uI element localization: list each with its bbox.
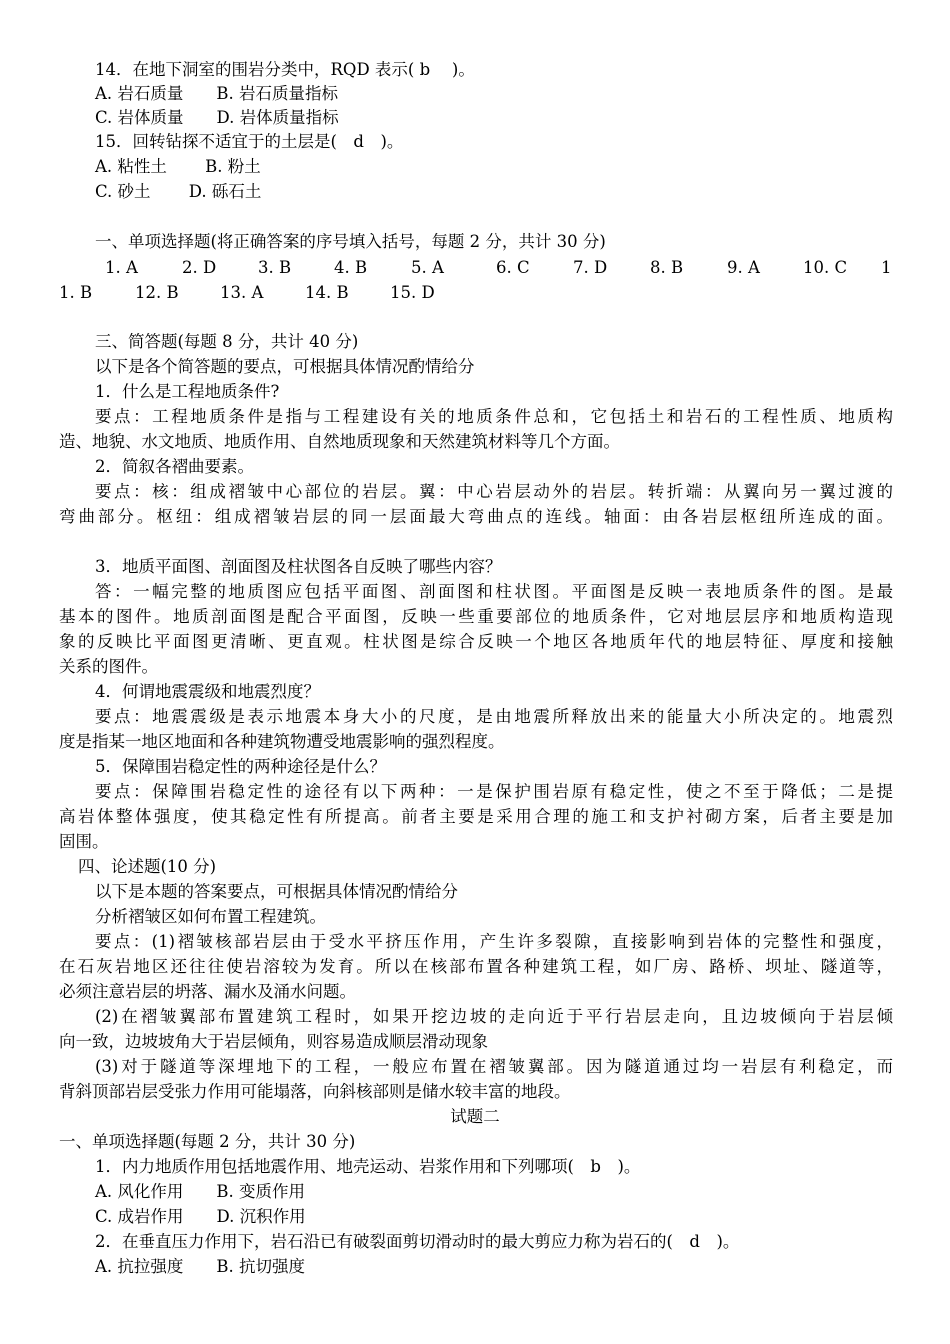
- sa-q3-line: 关系的图件。: [59, 657, 158, 676]
- answer-item: 2. D: [182, 258, 217, 277]
- short-answer-heading: 三、简答题(每题 8 分，共计 40 分): [95, 332, 359, 351]
- exam2-section-heading: 一、单项选择题(每题 2 分，共计 30 分): [59, 1132, 356, 1151]
- essay-line: 背斜顶部岩层受张力作用可能塌落，向斜核部则是储水较丰富的地段。: [59, 1082, 571, 1101]
- exam2-title: 试题二: [450, 1107, 500, 1126]
- answer-item: 15. D: [390, 283, 435, 302]
- answer-item: 14. B: [305, 283, 349, 302]
- answer-item: 13. A: [220, 283, 264, 302]
- answer-item: 1. A: [105, 258, 138, 277]
- essay-line: 向一致，边坡坡角大于岩层倾角，则容易造成顺层滑动现象: [59, 1032, 488, 1051]
- sa-q1-line: 要点：工程地质条件是指与工程建设有关的地质条件总和，它包括土和岩石的工程性质、地质构: [95, 407, 893, 426]
- essay-line: 要点：(1)褶皱核部岩层由于受水平挤压作用，产生许多裂隙，直接影响到岩体的完整性和强度，: [95, 932, 893, 951]
- essay-question: 分析褶皱区如何布置工程建筑。: [95, 907, 326, 926]
- sa-q5-line: 固围。: [59, 832, 109, 851]
- sa-q2-title: 2．简叙各褶曲要素。: [95, 457, 254, 476]
- exam2-q1-options-cd: C. 成岩作用 D. 沉积作用: [95, 1207, 306, 1226]
- sa-q1-line: 造、地貌、水文地质、地质作用、自然地质现象和天然建筑材料等几个方面。: [59, 432, 620, 451]
- q15-options-cd: C. 砂土 D. 砾石土: [95, 182, 262, 201]
- sa-q4-line: 要点：地震震级是表示地震本身大小的尺度，是由地震所释放出来的能量大小所决定的。地震烈: [95, 707, 893, 726]
- answer-item: 4. B: [334, 258, 368, 277]
- answer-item: 9. A: [727, 258, 760, 277]
- essay-line: 必须注意岩层的坍落、漏水及涌水问题。: [59, 982, 356, 1001]
- essay-line: (3)对于隧道等深埋地下的工程，一般应布置在褶皱翼部。因为隧道通过均一岩层有利稳定，而: [95, 1057, 893, 1076]
- q14-stem: 14．在地下洞室的围岩分类中，RQD 表示( b )。: [95, 60, 475, 79]
- essay-line: 在石灰岩地区还往往使岩溶较为发育。所以在核部布置各种建筑工程，如厂房、路桥、坝址、隧道等，: [59, 957, 893, 976]
- sa-q3-title: 3．地质平面图、剖面图及柱状图各自反映了哪些内容？: [95, 557, 502, 576]
- exam2-q2-options-ab: A. 抗拉强度 B. 抗切强度: [95, 1257, 306, 1276]
- answer-item: 6. C: [496, 258, 530, 277]
- answers-heading: 一、单项选择题(将正确答案的序号填入括号，每题 2 分，共计 30 分): [95, 232, 606, 251]
- answer-item: 8. B: [650, 258, 684, 277]
- sa-q4-title: 4．何谓地震震级和地震烈度？: [95, 682, 320, 701]
- essay-line: (2)在褶皱翼部布置建筑工程时，如果开挖边坡的走向近于平行岩层走向，且边坡倾向于岩层倾: [95, 1007, 893, 1026]
- q15-stem: 15．回转钻探不适宜于的土层是( d )。: [95, 132, 404, 151]
- sa-q5-title: 5．保障围岩稳定性的两种途径是什么？: [95, 757, 386, 776]
- answer-item: 1. B: [59, 283, 93, 302]
- exam2-q1-options-ab: A. 风化作用 B. 变质作用: [95, 1182, 306, 1201]
- essay-heading: 四、论述题(10 分): [78, 857, 217, 876]
- sa-q3-line: 基本的图件。地质剖面图是配合平面图，反映一些重要部位的地质条件，它对地层层序和地质构造现: [59, 607, 893, 626]
- sa-q1-title: 1．什么是工程地质条件?: [95, 382, 280, 401]
- sa-q2-line: 弯曲部分。枢纽：组成褶皱岩层的同一层面最大弯曲点的连线。轴面：由各岩层枢纽所连成的面。: [59, 507, 893, 526]
- exam2-q2-stem: 2．在垂直压力作用下，岩石沿已有破裂面剪切滑动时的最大剪应力称为岩石的( d )。: [95, 1232, 740, 1251]
- essay-intro: 以下是本题的答案要点，可根据具体情况酌情给分: [95, 882, 458, 901]
- answer-item: 5. A: [411, 258, 444, 277]
- sa-q5-line: 高岩体整体强度，使其稳定性有所提高。前者主要是采用合理的施工和支护衬砌方案，后者主要是加: [59, 807, 893, 826]
- answer-item: 3. B: [258, 258, 292, 277]
- sa-q2-line: 要点：核：组成褶皱中心部位的岩层。翼：中心岩层动外的岩层。转折端：从翼向另一翼过渡的: [95, 482, 893, 501]
- sa-q3-line: 象的反映比平面图更清晰、更直观。柱状图是综合反映一个地区各地质年代的地层特征、厚度和接触: [59, 632, 893, 651]
- sa-q5-line: 要点：保障围岩稳定性的途径有以下两种：一是保护围岩原有稳定性，使之不至于降低；二是提: [95, 782, 893, 801]
- answer-item: 1: [881, 258, 892, 277]
- sa-q4-line: 度是指某一地区地面和各种建筑物遭受地震影响的强烈程度。: [59, 732, 505, 751]
- answer-item: 10. C: [803, 258, 848, 277]
- exam2-q1-stem: 1．内力地质作用包括地震作用、地壳运动、岩浆作用和下列哪项( b )。: [95, 1157, 641, 1176]
- q15-options-ab: A. 粘性土 B. 粉土: [95, 157, 261, 176]
- q14-options-cd: C. 岩体质量 D. 岩体质量指标: [95, 108, 339, 127]
- answer-item: 7. D: [573, 258, 608, 277]
- short-answer-intro: 以下是各个简答题的要点，可根据具体情况酌情给分: [95, 357, 475, 376]
- answer-item: 12. B: [135, 283, 179, 302]
- sa-q3-line: 答：一幅完整的地质图应包括平面图、剖面图和柱状图。平面图是反映一表地质条件的图。是最: [95, 582, 893, 601]
- q14-options-ab: A. 岩石质量 B. 岩石质量指标: [95, 84, 339, 103]
